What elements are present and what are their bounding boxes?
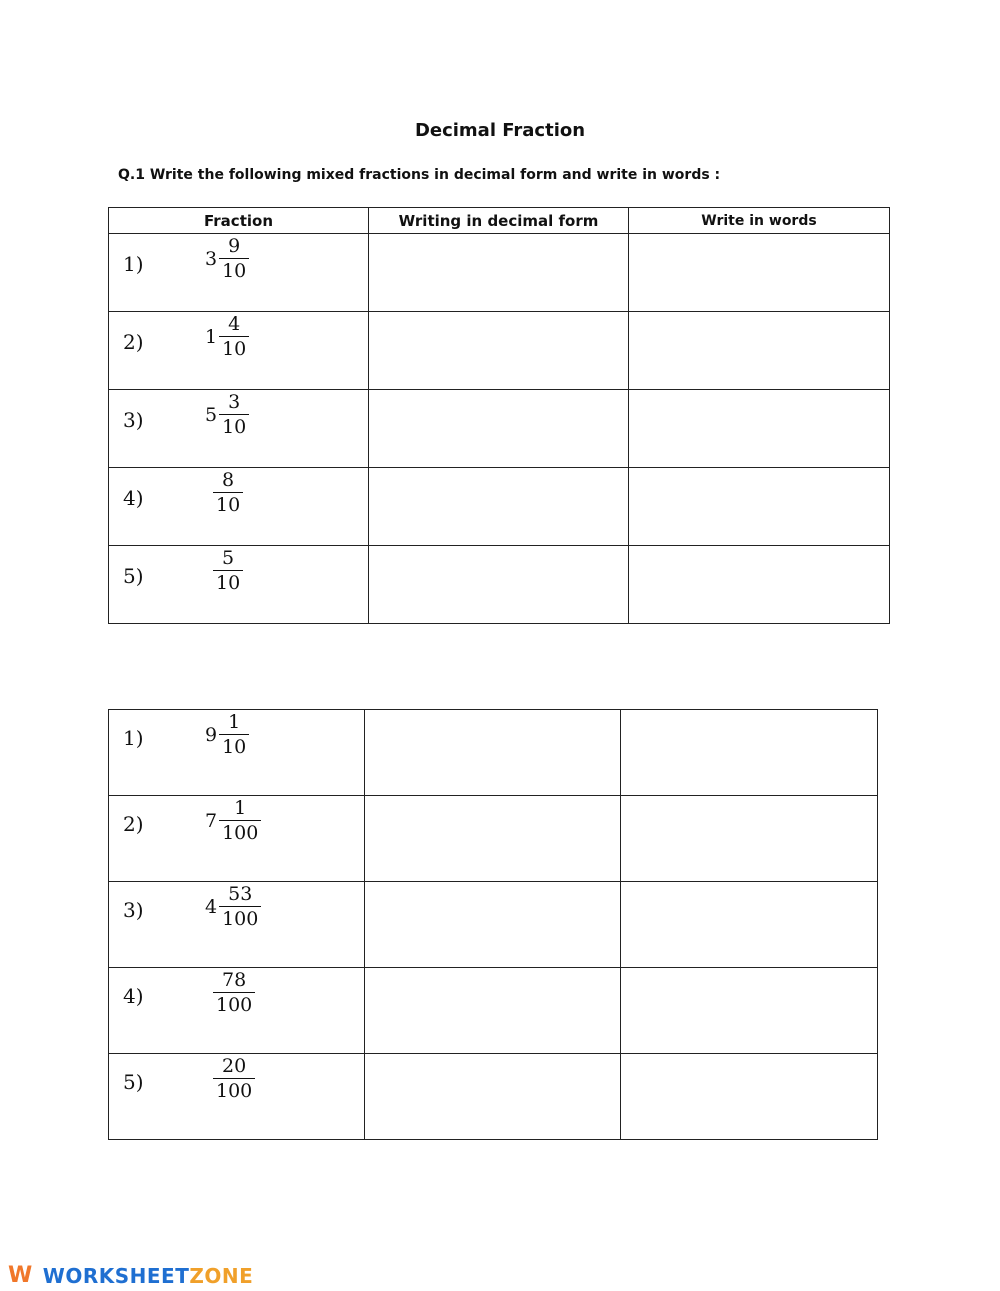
fraction [219, 710, 249, 759]
table-row [109, 390, 890, 468]
denominator: 100 [219, 906, 261, 931]
fraction-cell [109, 390, 369, 468]
mixed-fraction [205, 390, 249, 439]
w-logo-icon: W [8, 1263, 33, 1288]
table-row [109, 882, 878, 968]
denominator: 10 [219, 336, 249, 361]
words-answer-cell[interactable] [621, 710, 878, 796]
whole-number: 9 [205, 723, 218, 746]
denominator: 100 [213, 1078, 255, 1103]
header-fraction: Fraction [109, 208, 369, 234]
fraction-cell [109, 312, 369, 390]
numerator: 5 [222, 547, 235, 569]
fraction [219, 796, 261, 845]
words-answer-cell[interactable] [629, 234, 890, 312]
fraction-cell [109, 234, 369, 312]
mixed-fraction [213, 546, 243, 595]
fraction [213, 546, 243, 595]
logo-text-worksheet: WORKSHEET [42, 1263, 190, 1288]
decimal-answer-cell[interactable] [365, 1054, 621, 1140]
numerator: 78 [222, 969, 247, 991]
whole-number: 4 [205, 895, 218, 918]
decimal-answer-cell[interactable] [365, 710, 621, 796]
words-answer-cell[interactable] [629, 312, 890, 390]
item-number: 4) [123, 984, 144, 1008]
fraction-cell [109, 796, 365, 882]
fraction-cell [109, 1054, 365, 1140]
header-decimal-form: Writing in decimal form [369, 208, 629, 234]
numerator: 53 [228, 883, 253, 905]
mixed-fraction [213, 968, 255, 1017]
question-text: Q.1 Write the following mixed fractions in decimal form and write in words : [118, 167, 721, 183]
denominator: 100 [213, 992, 255, 1017]
table-row [109, 468, 890, 546]
mixed-fraction [205, 710, 249, 759]
item-number: 2) [123, 330, 144, 354]
decimal-answer-cell[interactable] [369, 234, 629, 312]
denominator: 10 [219, 414, 249, 439]
mixed-fraction [213, 468, 243, 517]
fraction [219, 390, 249, 439]
mixed-fraction [205, 796, 261, 845]
mixed-fraction [213, 1054, 255, 1103]
header-words: Write in words [629, 208, 890, 234]
item-number: 3) [123, 898, 144, 922]
decimal-answer-cell[interactable] [365, 968, 621, 1054]
decimal-answer-cell[interactable] [369, 390, 629, 468]
table-row [109, 312, 890, 390]
decimal-answer-cell[interactable] [365, 796, 621, 882]
table-row [109, 968, 878, 1054]
words-answer-cell[interactable] [621, 882, 878, 968]
fraction [213, 968, 255, 1017]
fraction-cell [109, 546, 369, 624]
fraction [213, 1054, 255, 1103]
item-number: 2) [123, 812, 144, 836]
fraction-table-2 [108, 709, 878, 1140]
whole-number: 1 [205, 325, 218, 348]
words-answer-cell[interactable] [629, 468, 890, 546]
item-number: 3) [123, 408, 144, 432]
table-header-row [109, 208, 890, 234]
item-number: 1) [123, 726, 144, 750]
fraction-table-1 [108, 207, 890, 624]
decimal-answer-cell[interactable] [369, 468, 629, 546]
words-answer-cell[interactable] [621, 968, 878, 1054]
numerator: 3 [228, 391, 241, 413]
numerator: 8 [222, 469, 235, 491]
item-number: 5) [123, 564, 144, 588]
whole-number: 7 [205, 809, 218, 832]
numerator: 1 [234, 797, 247, 819]
fraction-cell [109, 882, 365, 968]
mixed-fraction [205, 234, 249, 283]
denominator: 10 [213, 492, 243, 517]
words-answer-cell[interactable] [629, 390, 890, 468]
item-number: 4) [123, 486, 144, 510]
table-row [109, 1054, 878, 1140]
table-row [109, 234, 890, 312]
fraction [213, 468, 243, 517]
item-number: 1) [123, 252, 144, 276]
whole-number: 3 [205, 247, 218, 270]
denominator: 10 [219, 258, 249, 283]
numerator: 9 [228, 235, 241, 257]
decimal-answer-cell[interactable] [369, 546, 629, 624]
page-title: Decimal Fraction [414, 120, 586, 141]
words-answer-cell[interactable] [621, 1054, 878, 1140]
numerator: 20 [222, 1055, 247, 1077]
numerator: 4 [228, 313, 241, 335]
worksheetzone-logo [8, 1263, 253, 1288]
fraction-cell [109, 968, 365, 1054]
fraction [219, 882, 261, 931]
decimal-answer-cell[interactable] [365, 882, 621, 968]
fraction [219, 234, 249, 283]
denominator: 100 [219, 820, 261, 845]
logo-text-zone: ZONE [189, 1263, 254, 1288]
words-answer-cell[interactable] [621, 796, 878, 882]
numerator: 1 [228, 711, 241, 733]
fraction-cell [109, 710, 365, 796]
mixed-fraction [205, 312, 249, 361]
denominator: 10 [219, 734, 249, 759]
table-row [109, 710, 878, 796]
decimal-answer-cell[interactable] [369, 312, 629, 390]
words-answer-cell[interactable] [629, 546, 890, 624]
denominator: 10 [213, 570, 243, 595]
mixed-fraction [205, 882, 261, 931]
whole-number: 5 [205, 403, 218, 426]
table-row [109, 546, 890, 624]
table-row [109, 796, 878, 882]
fraction [219, 312, 249, 361]
fraction-cell [109, 468, 369, 546]
item-number: 5) [123, 1070, 144, 1094]
